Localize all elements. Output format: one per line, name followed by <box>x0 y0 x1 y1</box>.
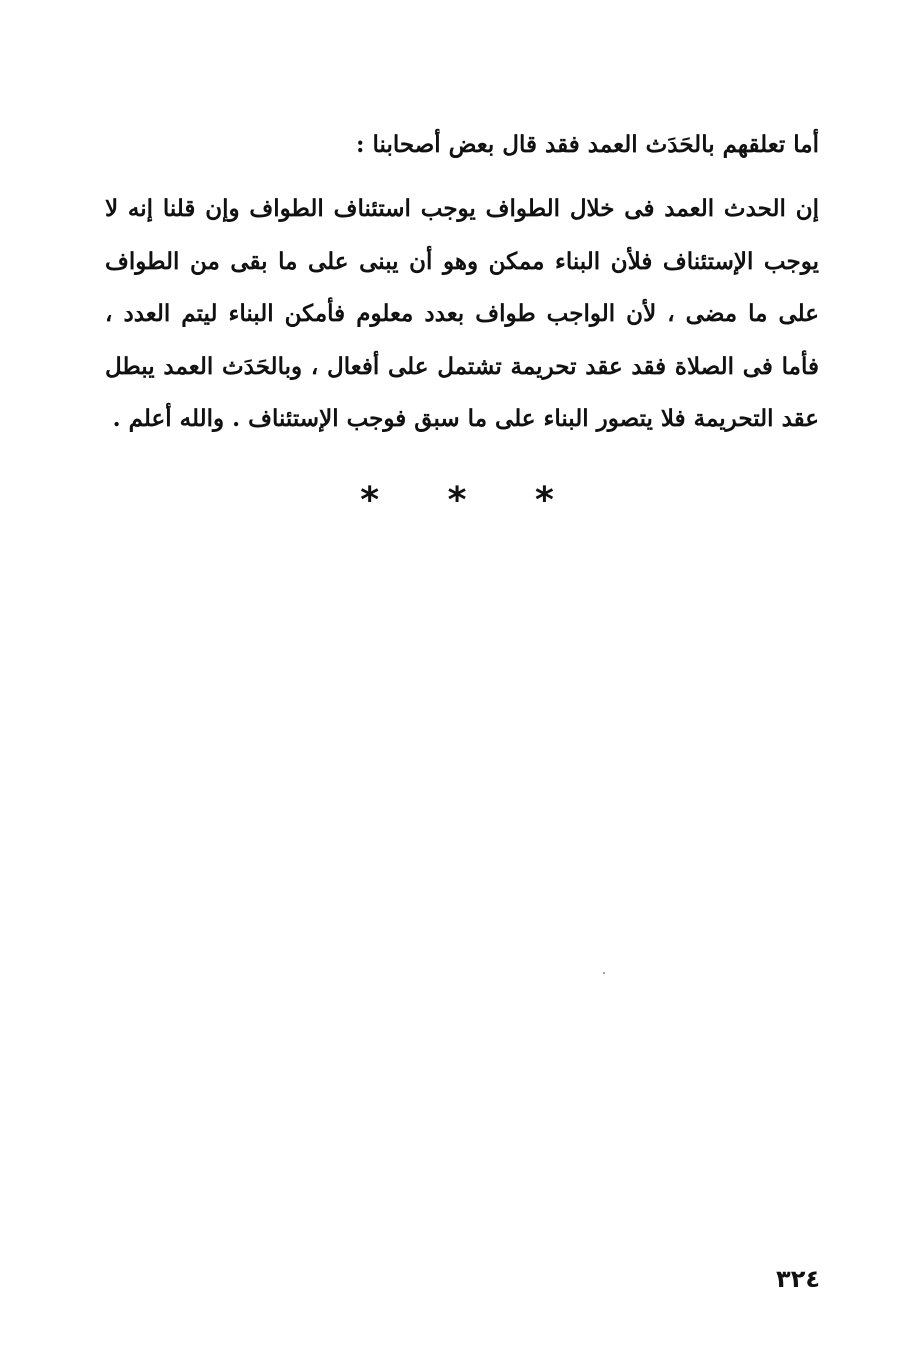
section-separator <box>0 480 914 521</box>
print-speck <box>603 972 605 974</box>
separator-asterisk: * <box>447 480 467 521</box>
separator-asterisk: * <box>360 480 380 521</box>
intro-line: أما تعلقهم بالحَدَث العمد فقد قال بعض أصحابنا : <box>356 131 819 158</box>
separator-asterisk: * <box>534 480 554 521</box>
page-number: ٣٢٤ <box>776 1265 820 1293</box>
body-paragraph: إن الحدث العمد فى خلال الطواف يوجب استئناف الطواف وإن قلنا إنه لا يوجب الإستئناف فلأن البناء ممكن وهو أن يبنى على ما بقى من الطواف على ما مضى ، لأن الواجب طواف بعدد معلوم فأمكن البناء ليتم العدد ، فأما فى الصلاة فقد عقد تحريمة تشتمل على أفعال ، وبالحَدَث العمد يبطل عقد التحريمة فلا يتصور البناء على ما سبق فوجب الإستئناف . والله أعلم . <box>105 195 819 432</box>
